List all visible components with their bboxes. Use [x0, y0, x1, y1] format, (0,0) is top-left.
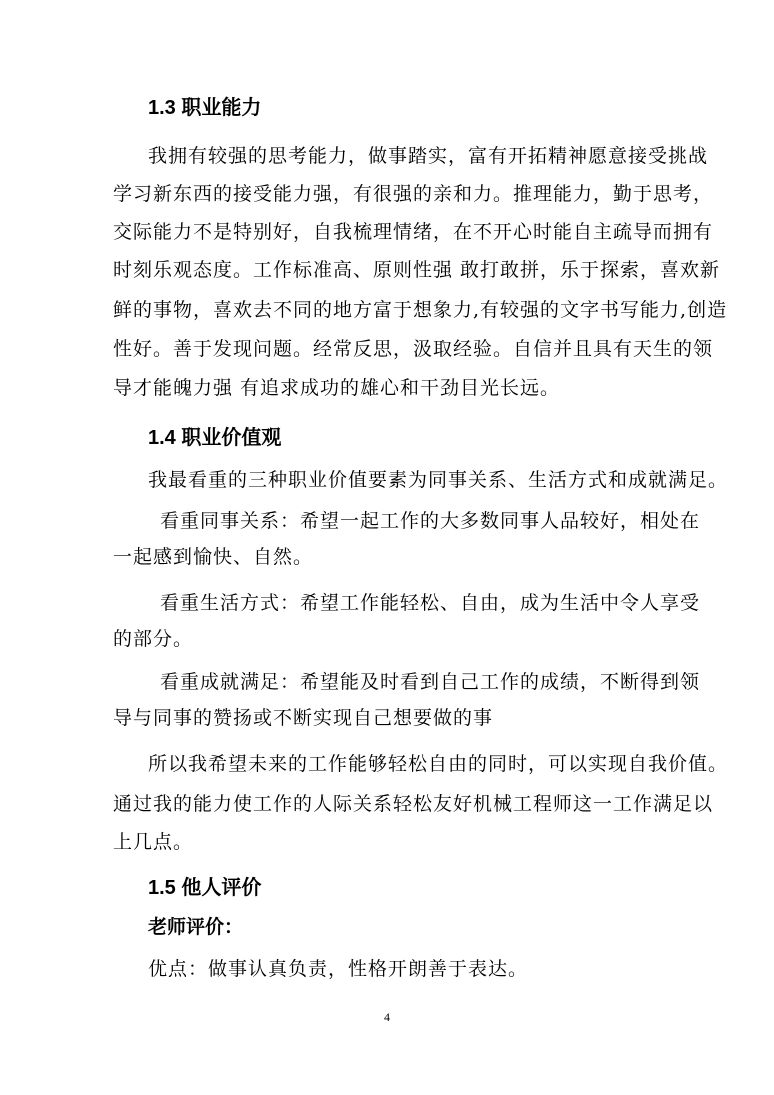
- section-heading-1-5: 1.5 他人评价: [148, 877, 262, 899]
- teacher-evaluation-subheading: 老师评价：: [148, 917, 244, 938]
- paragraph-line: 看重生活方式：希望工作能轻松、自由，成为生活中令人享受: [160, 592, 701, 614]
- paragraph-line: 学习新东西的接受能力强，有很强的亲和力。推理能力，勤于思考，: [113, 183, 714, 205]
- paragraph-line: 导才能魄力强 有追求成功的雄心和干劲目光长远。: [113, 377, 561, 399]
- paragraph-line: 我最看重的三种职业价值要素为同事关系、生活方式和成就满足。: [148, 469, 729, 491]
- paragraph-line: 优点：做事认真负责，性格开朗善于表达。: [148, 958, 529, 980]
- paragraph-line: 一起感到愉快、自然。: [113, 546, 314, 568]
- paragraph-line: 看重成就满足：希望能及时看到自己工作的成绩，不断得到领: [160, 671, 701, 693]
- paragraph-line: 导与同事的赞扬或不断实现自己想要做的事: [113, 707, 494, 729]
- paragraph-line: 通过我的能力使工作的人际关系轻松友好机械工程师这一工作满足以: [113, 793, 714, 815]
- paragraph-line: 时刻乐观态度。工作标准高、原则性强 敢打敢拼，乐于探索，喜欢新: [113, 259, 721, 281]
- paragraph-line: 所以我希望未来的工作能够轻松自由的同时，可以实现自我价值。: [148, 753, 729, 775]
- page-number: 4: [384, 1010, 390, 1024]
- paragraph-line: 交际能力不是特别好，自我梳理情绪，在不开心时能自主疏导而拥有: [113, 221, 714, 243]
- paragraph-line: 性好。善于发现问题。经常反思，汲取经验。自信并且具有天生的领: [113, 338, 714, 360]
- section-heading-1-4: 1.4 职业价值观: [148, 427, 282, 449]
- section-heading-1-3: 1.3 职业能力: [148, 97, 262, 119]
- paragraph-line: 鲜的事物，喜欢去不同的地方富于想象力,有较强的文字书写能力,创造: [113, 299, 728, 321]
- paragraph-line: 的部分。: [113, 628, 194, 650]
- paragraph-line: 上几点。: [113, 831, 194, 853]
- paragraph-line: 我拥有较强的思考能力，做事踏实，富有开拓精神愿意接受挑战: [148, 145, 709, 167]
- paragraph-line: 看重同事关系：希望一起工作的大多数同事人品较好，相处在: [160, 510, 701, 532]
